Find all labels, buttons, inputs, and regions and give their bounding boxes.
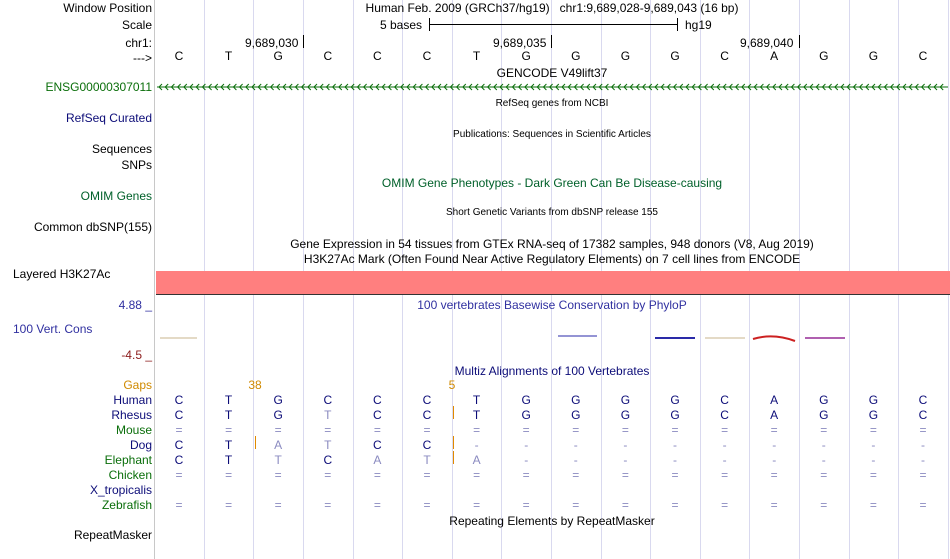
aligned-base: =	[721, 423, 729, 437]
aligned-base: =	[274, 498, 282, 512]
gap-count: 38	[248, 378, 262, 392]
reference-base: C	[422, 49, 432, 63]
aligned-base: =	[175, 423, 183, 437]
aligned-base: =	[671, 498, 679, 512]
aligned-base: -	[772, 438, 777, 452]
species-chicken-label: Chicken	[108, 468, 152, 482]
omim-track-title: OMIM Gene Phenotypes - Dark Green Can Be Disease-causing	[381, 176, 723, 190]
aligned-base: C	[720, 408, 729, 422]
aligned-base: T	[224, 408, 233, 422]
aligned-base: =	[324, 423, 332, 437]
aligned-base: -	[772, 453, 777, 467]
aligned-base: G	[521, 408, 531, 422]
coordinate-tick	[799, 35, 800, 48]
aligned-base: C	[373, 408, 382, 422]
aligned-base: -	[524, 453, 529, 467]
aligned-base: -	[871, 453, 876, 467]
gap-count: 5	[448, 378, 456, 392]
aligned-base: G	[868, 393, 879, 407]
h3k27ac-signal-bar[interactable]	[156, 271, 950, 294]
aligned-base: =	[274, 468, 282, 482]
reference-base: C	[373, 49, 382, 63]
aligned-base: =	[721, 498, 729, 512]
reference-base: G	[521, 49, 531, 63]
aligned-base: G	[670, 408, 680, 422]
reference-base: G	[868, 49, 879, 63]
h3k27ac-baseline	[156, 294, 950, 295]
aligned-base: T	[324, 408, 332, 422]
aligned-base: C	[323, 393, 333, 407]
refseq-track-title: RefSeq genes from NCBI	[495, 98, 609, 109]
aligned-base: =	[572, 498, 580, 512]
aligned-base: G	[571, 408, 581, 422]
aligned-base: =	[225, 468, 233, 482]
aligned-base: G	[273, 393, 283, 407]
species-elephant-label: Elephant	[104, 453, 152, 467]
aligned-base: G	[819, 393, 829, 407]
aligned-base: =	[373, 423, 381, 437]
publications-snps-label[interactable]: SNPs	[121, 158, 152, 172]
gap-marker	[255, 436, 256, 449]
reference-base: A	[770, 49, 779, 63]
aligned-base: T	[324, 438, 332, 452]
window-position-readout	[366, 1, 739, 15]
aligned-base: =	[621, 423, 629, 437]
reference-base: C	[323, 49, 333, 63]
repeatmasker-track-label[interactable]: RepeatMasker	[73, 528, 152, 542]
aligned-base: =	[572, 468, 580, 482]
repeatmasker-track-title: Repeating Elements by RepeatMasker	[449, 514, 655, 528]
aligned-base: -	[921, 438, 925, 452]
aligned-base: T	[423, 453, 431, 467]
aligned-base: =	[919, 423, 927, 437]
aligned-base: G	[620, 408, 631, 422]
aligned-base: =	[770, 423, 778, 437]
aligned-base: -	[524, 438, 529, 452]
phylop-min-label: -4.5 _	[121, 348, 152, 362]
aligned-base: -	[573, 438, 578, 452]
aligned-base: T	[224, 393, 233, 407]
aligned-base: T	[224, 438, 233, 452]
scale-bar-db: hg19	[685, 18, 712, 32]
aligned-base: =	[473, 498, 481, 512]
phylop-max-label: 4.88 _	[118, 298, 152, 312]
h3k27ac-track-title: H3K27Ac Mark (Often Found Near Active Regulatory Elements) on 7 cell lines from ENCODE	[303, 252, 801, 266]
aligned-base: =	[373, 498, 381, 512]
aligned-base: C	[373, 393, 382, 407]
aligned-base: =	[225, 498, 233, 512]
aligned-base: =	[671, 423, 679, 437]
aligned-base: T	[472, 393, 481, 407]
reference-base: T	[224, 49, 233, 63]
aligned-base: -	[673, 453, 677, 467]
aligned-base: =	[919, 468, 927, 482]
track-label-column	[0, 0, 154, 559]
aligned-base: -	[623, 438, 628, 452]
aligned-base: A	[274, 438, 283, 452]
aligned-base: C	[323, 453, 333, 467]
aligned-base: C	[174, 408, 184, 422]
reference-base: C	[918, 49, 928, 63]
aligned-base: =	[621, 498, 629, 512]
species-dog-label: Dog	[129, 438, 152, 452]
coordinate-label: 9,689,035	[493, 36, 547, 50]
phylop-signal[interactable]	[155, 330, 950, 346]
aligned-base: =	[671, 468, 679, 482]
aligned-base: -	[623, 453, 628, 467]
multiz-track-title: Multiz Alignments of 100 Vertebrates	[454, 364, 650, 378]
aligned-base: =	[820, 468, 828, 482]
aligned-base: =	[770, 468, 778, 482]
gap-marker	[453, 451, 454, 464]
aligned-base: =	[522, 498, 530, 512]
reference-base: T	[472, 49, 481, 63]
scale-label: Scale	[121, 18, 152, 32]
aligned-base: -	[573, 453, 578, 467]
aligned-base: =	[869, 468, 877, 482]
coordinate-label: 9,689,040	[740, 36, 794, 50]
reference-base: G	[819, 49, 829, 63]
aligned-base: G	[521, 393, 531, 407]
dbsnp-track-title: Short Genetic Variants from dbSNP release 155	[446, 207, 658, 218]
species-xtropicalis-label: X_tropicalis	[89, 483, 152, 497]
aligned-base: G	[868, 408, 879, 422]
strand-arrow-label: --->	[133, 51, 152, 65]
aligned-base: C	[373, 438, 382, 452]
aligned-base: G	[620, 393, 631, 407]
coordinate-tick	[303, 35, 304, 48]
aligned-base: =	[473, 423, 481, 437]
aligned-base: =	[175, 498, 183, 512]
phylop-track-title: 100 vertebrates Basewise Conservation by PhyloP	[417, 298, 687, 312]
species-human-label: Human	[113, 393, 152, 407]
reference-base: G	[571, 49, 581, 63]
coordinate-tick	[551, 35, 552, 48]
aligned-base: -	[921, 453, 925, 467]
aligned-base: =	[919, 498, 927, 512]
aligned-base: =	[473, 468, 481, 482]
aligned-base: =	[274, 423, 282, 437]
aligned-base: T	[274, 453, 282, 467]
aligned-base: =	[721, 468, 729, 482]
reference-base: G	[273, 49, 283, 63]
h3k27ac-track-label[interactable]: Layered H3K27Ac	[13, 267, 111, 281]
aligned-base: C	[174, 393, 184, 407]
aligned-base: A	[472, 453, 481, 467]
aligned-base: A	[770, 408, 779, 422]
gap-marker	[453, 406, 454, 419]
aligned-base: C	[422, 438, 432, 452]
aligned-base: =	[175, 468, 183, 482]
gencode-gene-line[interactable]	[155, 81, 950, 93]
gtex-track-title: Gene Expression in 54 tissues from GTEx RNA-seq of 17382 samples, 948 donors (V8, Aug 2019)	[290, 237, 814, 251]
aligned-base: C	[422, 393, 432, 407]
aligned-base: =	[869, 423, 877, 437]
aligned-base: =	[324, 498, 332, 512]
aligned-base: =	[423, 468, 431, 482]
aligned-base: C	[422, 408, 432, 422]
reference-base: G	[670, 49, 680, 63]
window-position-label: Window Position	[63, 1, 152, 15]
aligned-base: C	[918, 393, 928, 407]
gaps-label: Gaps	[123, 378, 152, 392]
aligned-base: =	[820, 498, 828, 512]
aligned-base: G	[273, 408, 283, 422]
aligned-base: =	[572, 423, 580, 437]
aligned-base: -	[821, 438, 826, 452]
gap-marker	[453, 436, 454, 449]
aligned-base: =	[423, 498, 431, 512]
reference-base: G	[620, 49, 631, 63]
track-image[interactable]	[155, 0, 950, 559]
aligned-base: =	[621, 468, 629, 482]
aligned-base: A	[770, 393, 779, 407]
scale-bar-line	[429, 24, 677, 25]
aligned-base: =	[522, 468, 530, 482]
aligned-base: C	[174, 438, 184, 452]
aligned-base: =	[522, 423, 530, 437]
aligned-base: =	[225, 423, 233, 437]
aligned-base: G	[819, 408, 829, 422]
aligned-base: -	[821, 453, 826, 467]
aligned-base: -	[722, 438, 727, 452]
refseq-track-label[interactable]: RefSeq Curated	[65, 111, 152, 125]
dbsnp-track-label[interactable]: Common dbSNP(155)	[33, 220, 152, 234]
aligned-base: G	[670, 393, 680, 407]
aligned-base: C	[174, 453, 184, 467]
aligned-base: G	[571, 393, 581, 407]
publications-track-title: Publications: Sequences in Scientific Articles	[453, 129, 651, 140]
gencode-gene-label[interactable]: ENSG00000307011	[45, 80, 152, 94]
species-mouse-label: Mouse	[115, 423, 152, 437]
aligned-base: =	[770, 498, 778, 512]
reference-base: C	[174, 49, 184, 63]
aligned-base: -	[871, 438, 876, 452]
aligned-base: =	[820, 423, 828, 437]
scale-bar-right-tick	[677, 18, 678, 31]
coordinate-label: 9,689,030	[245, 36, 299, 50]
publications-sequences-label[interactable]: Sequences	[91, 142, 152, 156]
gencode-track-title: GENCODE V49lift37	[496, 66, 608, 80]
chr-label: chr1:	[125, 36, 152, 50]
phylop-track-label[interactable]: 100 Vert. Cons	[13, 322, 93, 336]
position-range: chr1:9,689,028-9,689,043 (16 bp)	[559, 1, 739, 15]
aligned-base: -	[673, 438, 677, 452]
species-rhesus-label: Rhesus	[111, 408, 152, 422]
aligned-base: C	[720, 393, 729, 407]
species-zebrafish-label: Zebrafish	[101, 498, 152, 512]
aligned-base: C	[918, 408, 928, 422]
aligned-base: =	[373, 468, 381, 482]
aligned-base: -	[722, 453, 727, 467]
aligned-base: T	[472, 408, 481, 422]
aligned-base: =	[324, 468, 332, 482]
aligned-base: =	[869, 498, 877, 512]
aligned-base: T	[224, 453, 233, 467]
scale-bar-text: 5 bases	[380, 18, 423, 32]
aligned-base: -	[474, 438, 479, 452]
aligned-base: A	[373, 453, 382, 467]
aligned-base: =	[423, 423, 431, 437]
omim-track-label[interactable]: OMIM Genes	[80, 189, 152, 203]
reference-base: C	[720, 49, 729, 63]
assembly-name: Human Feb. 2009 (GRCh37/hg19)	[365, 1, 550, 15]
